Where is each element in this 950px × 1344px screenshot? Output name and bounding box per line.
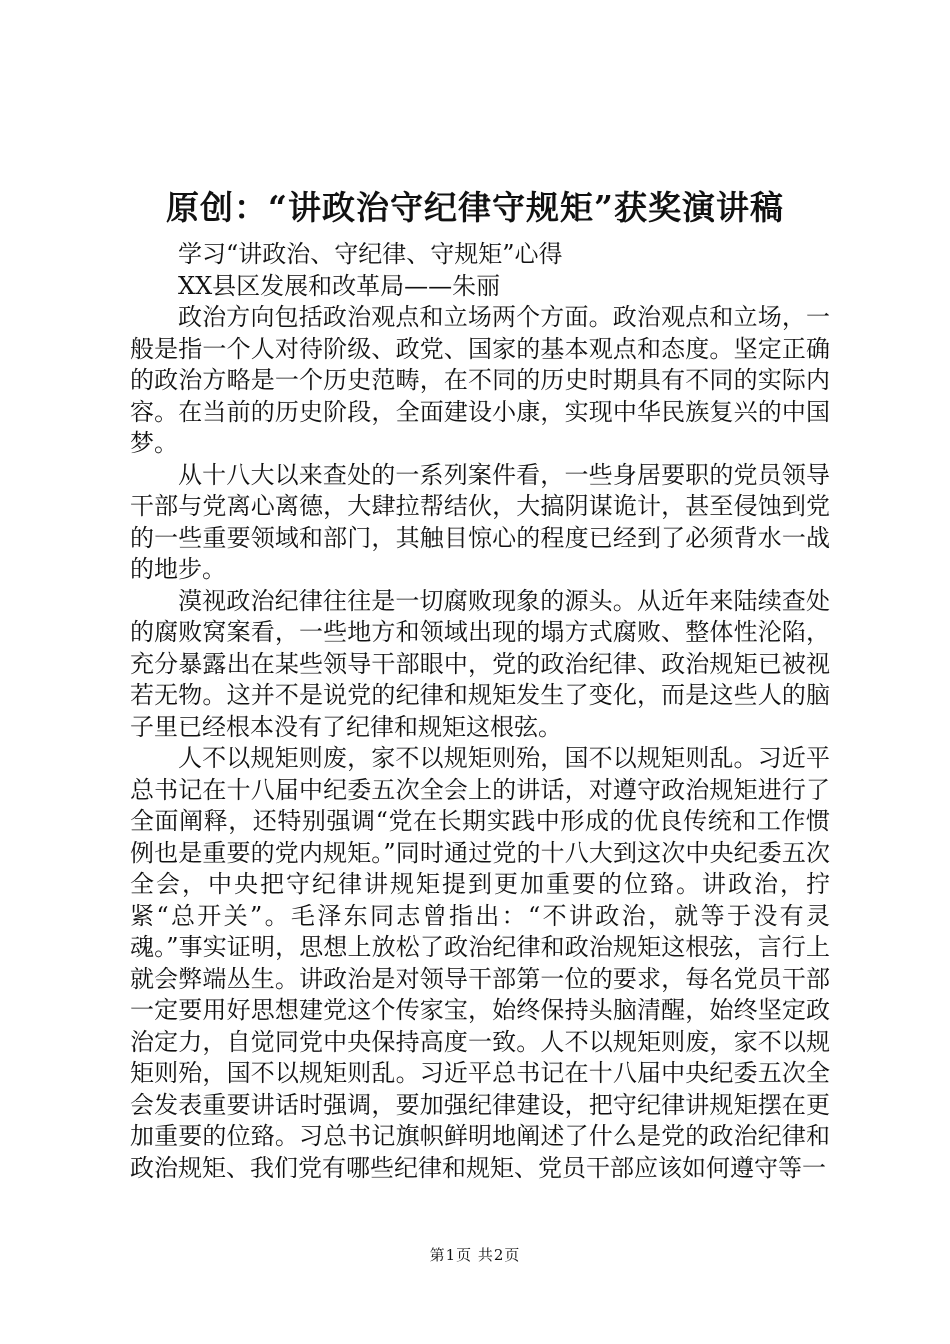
page-number-footer: 第1页 共2页: [429, 1246, 521, 1264]
paragraph: 从十八大以来查处的一系列案件看，一些身居要职的党员领导干部与党离心离德，大肆拉帮结伙，大搞阴谋诡计，甚至侵蚀到党的一些重要领域和部门，其触目惊心的程度已经到了必须背水一战的地步。: [130, 460, 830, 583]
paragraph: 政治方向包括政治观点和立场两个方面。政治观点和立场，一般是指一个人对待阶级、政党、国家的基本观点和态度。坚定正确的政治方略是一个历史范畴，在不同的历史时期具有不同的实际内容。在当前的历史阶段，全面建设小康，实现中华民族复兴的中国梦。: [130, 303, 830, 457]
document-body: [130, 239, 830, 1184]
paragraph: 漠视政治纪律往往是一切腐败现象的源头。从近年来陆续查处的腐败窝案看，一些地方和领域出现的塌方式腐败、整体性沦陷，充分暴露出在某些领导干部眼中，党的政治纪律、政治规矩已被视若无物。这并不是说党的纪律和规矩发生了变化，而是这些人的脑子里已经根本没有了纪律和规矩这根弦。: [130, 586, 830, 741]
document-title: 原创：“讲政治守纪律守规矩”获奖演讲稿: [166, 188, 784, 227]
author-line: XX县区发展和改革局——朱丽: [178, 271, 501, 300]
subtitle-line: 学习“讲政治、守纪律、守规矩”心得: [178, 240, 563, 268]
paragraph: 人不以规矩则废，家不以规矩则殆，国不以规矩则乱。习近平总书记在十八届中纪委五次全会上的讲话，对遵守政治规矩进行了全面阐释，还特别强调“党在长期实践中形成的优良传统和工作惯例也是重要的党内规矩。”同时通过党的十八大到这次中央纪委五次全会，中央把守纪律讲规矩提到更加重要的位臵。讲政治，拧紧“总开关”。毛泽东同志曾指出：“不讲政治，就等于没有灵魂。”事实证明，思想上放松了政治纪律和政治规矩这根弦，言行上就会弊端丛生。讲政治是对领导干部第一位的要求，每名党员干部一定要用好思想建党这个传家宝，始终保持头脑清醒，始终坚定政治定力，自觉同党中央保持高度一致。人不以规矩则废，家不以规矩则殆，国不以规矩则乱。习近平总书记在十八届中央纪委五次全会发表重要讲话时强调，要加强纪律建设，把守纪律讲规矩摆在更加重要的位臵。习总书记旗帜鲜明地阐述了什么是党的政治纪律和政治规矩、我们党有哪些纪律和规矩、党员干部应该如何遵守等一: [130, 744, 830, 1182]
